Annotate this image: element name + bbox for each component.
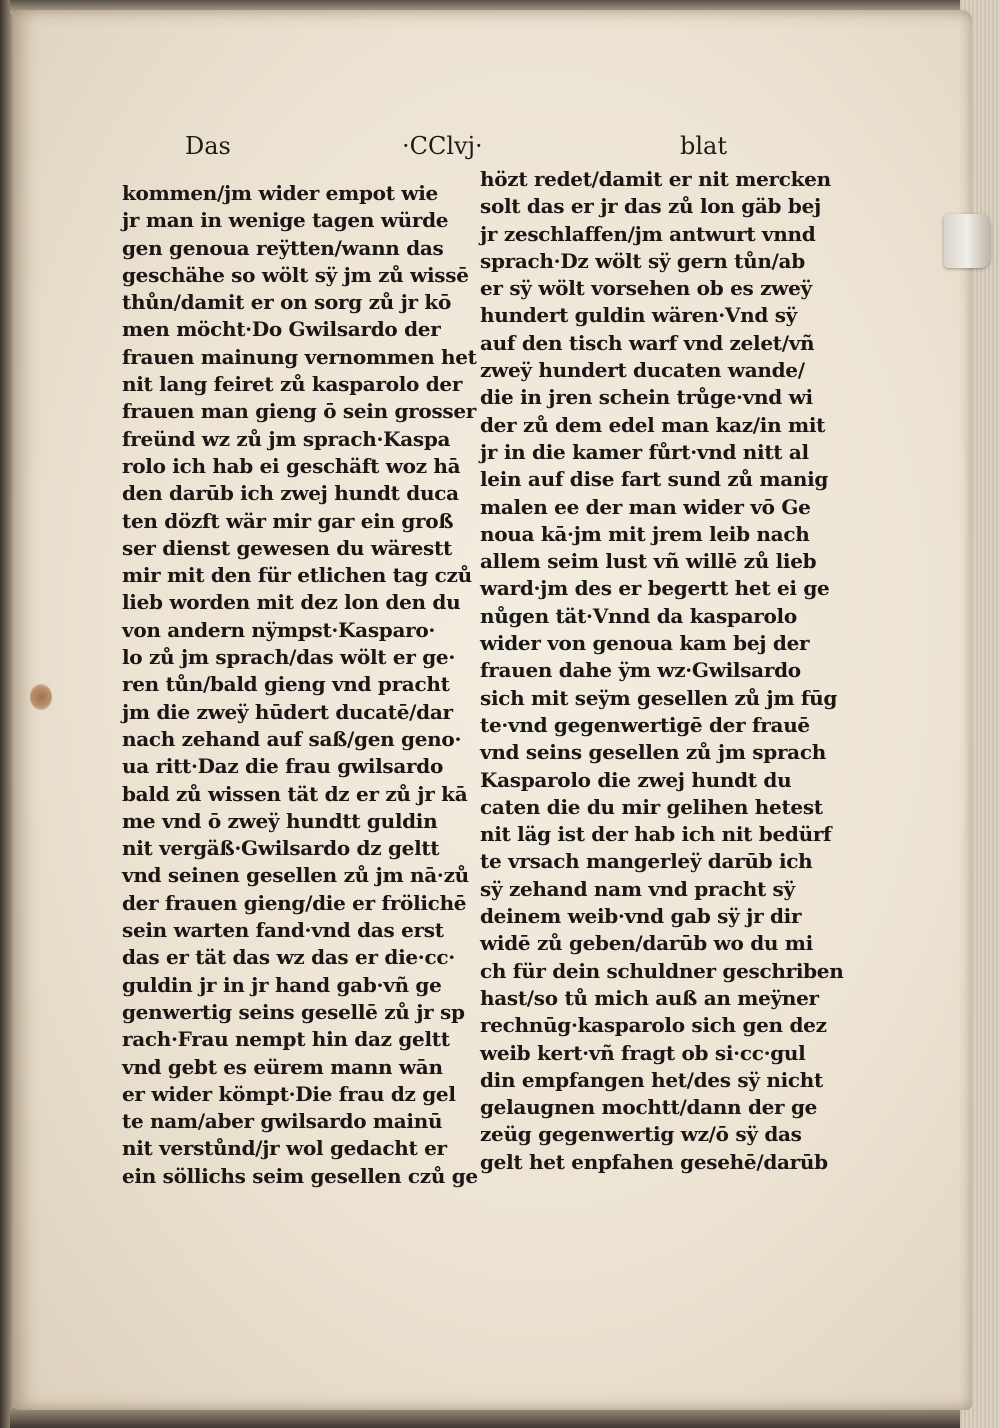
- text-line: sein warten fand·vnd das erst: [122, 918, 444, 943]
- text-line: ten dözft wär mir gar ein groß: [122, 508, 454, 533]
- text-line: caten die du mir gelihen hetest: [480, 794, 823, 819]
- right-text-column: [480, 166, 844, 1176]
- text-line: die in jren schein trůge·vnd wi: [480, 385, 813, 410]
- text-line: mir mit den für etlichen tag czů: [122, 563, 472, 588]
- text-line: kommen/jm wider empot wie: [122, 181, 438, 205]
- text-line: widē zů geben/darūb wo du mi: [480, 931, 813, 956]
- text-line: allem seim lust vñ willē zů lieb: [480, 549, 817, 574]
- text-line: lo zů jm sprach/das wölt er ge·: [122, 645, 456, 670]
- text-line: noua kā·jm mit jrem leib nach: [480, 521, 810, 546]
- text-line: auf den tisch warf vnd zelet/vñ: [480, 330, 815, 355]
- text-line: er wider kömpt·Die frau dz gel: [122, 1081, 456, 1106]
- folio-number: ·CClvj·: [402, 132, 483, 160]
- left-text-column: [122, 180, 478, 1190]
- text-line: weib kert·vñ fragt ob si·cc·gul: [480, 1040, 806, 1065]
- text-line: hözt redet/damit er nit mercken: [480, 167, 831, 191]
- text-line: nit vergäß·Gwilsardo dz geltt: [122, 836, 440, 861]
- text-line: ch für dein schuldner geschriben: [480, 958, 844, 983]
- running-head-right: blat: [680, 132, 727, 160]
- page-tab-marker: [944, 214, 990, 268]
- text-line: nůgen tät·Vnnd da kasparolo: [480, 603, 797, 628]
- text-line: frauen man gieng ō sein grosser: [122, 399, 477, 424]
- text-line: der frauen gieng/die er frölichē: [122, 890, 467, 915]
- text-line: ser dienst gewesen du wärestt: [122, 535, 452, 560]
- text-line: genwertig seins gesellē zů jr sp: [122, 999, 465, 1024]
- text-line: nit lang feiret zů kasparolo der: [122, 372, 463, 397]
- text-line: frauen mainung vernommen het: [122, 344, 477, 369]
- text-line: thůn/damit er on sorg zů jr kō: [122, 290, 452, 315]
- text-line: ein söllichs seim gesellen czů ge: [122, 1163, 478, 1188]
- text-line: der zů dem edel man kaz/in mit: [480, 412, 826, 437]
- text-line: vnd seins gesellen zů jm sprach: [480, 740, 826, 765]
- text-line: wider von genoua kam bej der: [480, 631, 810, 656]
- text-line: gelt het enpfahen gesehē/darūb: [480, 1149, 828, 1174]
- text-line: jr man in wenige tagen würde: [122, 208, 449, 233]
- text-line: er sÿ wölt vorsehen ob es zweÿ: [480, 276, 812, 301]
- text-line: lieb worden mit dez lon den du: [122, 590, 461, 615]
- text-line: vnd seinen gesellen zů jm nā·zů: [122, 863, 469, 888]
- text-line: Kasparolo die zwej hundt du: [480, 767, 792, 792]
- bottom-edge: [10, 1408, 980, 1428]
- text-line: zeüg gegenwertig wz/ō sÿ das: [480, 1122, 802, 1147]
- text-line: ren tůn/bald gieng vnd pracht: [122, 672, 450, 697]
- text-line: vnd gebt es eürem mann wān: [122, 1054, 443, 1079]
- text-line: men möcht·Do Gwilsardo der: [122, 317, 441, 342]
- text-line: zweÿ hundert ducaten wande/: [480, 358, 805, 383]
- text-line: das er tät das wz das er die·cc·: [122, 945, 455, 970]
- text-line: malen ee der man wider vō Ge: [480, 494, 811, 519]
- text-line: sÿ zehand nam vnd pracht sÿ: [480, 876, 795, 901]
- text-line: hundert guldin wären·Vnd sÿ: [480, 303, 798, 328]
- text-line: sprach·Dz wölt sÿ gern tůn/ab: [480, 248, 805, 273]
- text-line: geschähe so wölt sÿ jm zů wissē: [122, 262, 469, 287]
- text-line: me vnd ō zweÿ hundtt guldin: [122, 808, 438, 833]
- text-line: deinem weib·vnd gab sÿ jr dir: [480, 904, 802, 929]
- text-line: solt das er jr das zů lon gäb bej: [480, 194, 821, 219]
- text-line: ward·jm des er begertt het ei ge: [480, 576, 830, 601]
- text-line: sich mit seÿm gesellen zů jm fūg: [480, 685, 838, 710]
- text-line: jr zeschlaffen/jm antwurt vnnd: [480, 221, 816, 246]
- text-line: freünd wz zů jm sprach·Kaspa: [122, 426, 451, 451]
- text-line: ua ritt·Daz die frau gwilsardo: [122, 754, 444, 779]
- text-line: te nam/aber gwilsardo mainū: [122, 1109, 443, 1134]
- text-line: nach zehand auf saß/gen geno·: [122, 726, 462, 751]
- text-line: bald zů wissen tät dz er zů jr kā: [122, 781, 468, 806]
- text-line: frauen dahe ÿm wz·Gwilsardo: [480, 658, 801, 683]
- text-line: rach·Frau nempt hin daz geltt: [122, 1027, 450, 1052]
- text-line: din empfangen het/des sÿ nicht: [480, 1067, 823, 1092]
- text-line: nit läg ist der hab ich nit bedürf: [480, 822, 832, 847]
- text-line: hast/so tů mich auß an meÿner: [480, 985, 819, 1010]
- text-line: den darūb ich zwej hundt duca: [122, 481, 459, 506]
- text-line: jm die zweÿ hūdert ducatē/dar: [122, 699, 453, 724]
- text-line: te vrsach mangerleÿ darūb ich: [480, 849, 813, 874]
- text-line: von andern nÿmpst·Kasparo·: [122, 617, 436, 642]
- text-line: nit verstůnd/jr wol gedacht er: [122, 1136, 447, 1161]
- running-head-left: Das: [185, 132, 231, 160]
- text-line: guldin jr in jr hand gab·vñ ge: [122, 972, 442, 997]
- text-line: rolo ich hab ei geschäft woz hā: [122, 453, 461, 478]
- text-line: gelaugnen mochtt/dann der ge: [480, 1095, 818, 1120]
- text-line: lein auf dise fart sund zů manig: [480, 467, 829, 492]
- text-line: rechnūg·kasparolo sich gen dez: [480, 1013, 827, 1038]
- text-line: te·vnd gegenwertigē der frauē: [480, 712, 810, 737]
- text-line: gen genoua reÿtten/wann das: [122, 235, 444, 260]
- text-line: jr in die kamer fůrt·vnd nitt al: [480, 439, 809, 464]
- page-stain: [30, 684, 52, 710]
